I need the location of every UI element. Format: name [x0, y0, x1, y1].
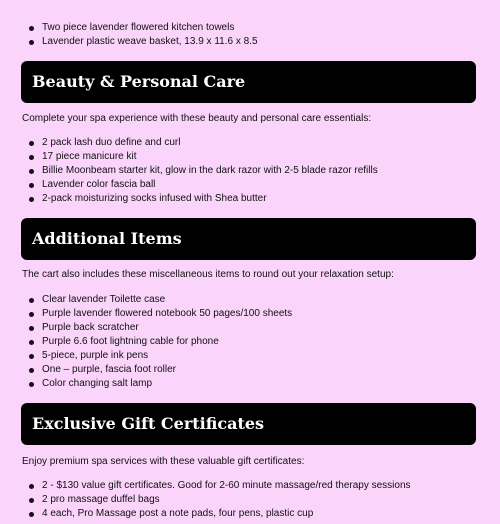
top-item-list [0, 21, 258, 49]
section-heading-exclusive-gift-certificates: Exclusive Gift Certificates [21, 403, 476, 445]
list-item: Billie Moonbeam starter kit, glow in the dark razor with 2-5 blade razor refills [0, 164, 378, 178]
list-item: One – purple, fascia foot roller [0, 363, 292, 377]
list-item: Color changing salt lamp [0, 377, 292, 391]
list-item: Purple back scratcher [0, 321, 292, 335]
section-heading-beauty-personal-care: Beauty & Personal Care [21, 61, 476, 103]
list-item: 2 pack lash duo define and curl [0, 136, 378, 150]
section-intro: Enjoy premium spa services with these valuable gift certificates: [22, 456, 305, 467]
additional-item-list [0, 293, 292, 391]
section-heading-additional-items: Additional Items [21, 218, 476, 260]
list-item: Lavender plastic weave basket, 13.9 x 11.6 x 8.5 [0, 35, 258, 49]
list-item: Two piece lavender flowered kitchen towels [0, 21, 258, 35]
list-item: Lavender color fascia ball [0, 178, 378, 192]
list-item: 2 - $130 value gift certificates. Good for 2-60 minute massage/red therapy sessions [0, 479, 411, 493]
list-item: Purple lavender flowered notebook 50 pages/100 sheets [0, 307, 292, 321]
list-item: Purple 6.6 foot lightning cable for phone [0, 335, 292, 349]
section-intro: The cart also includes these miscellaneous items to round out your relaxation setup: [22, 269, 394, 280]
gift-certificate-list [0, 479, 411, 521]
list-item: 5-piece, purple ink pens [0, 349, 292, 363]
list-item: 2-pack moisturizing socks infused with Shea butter [0, 192, 378, 206]
list-item: 17 piece manicure kit [0, 150, 378, 164]
list-item: Clear lavender Toilette case [0, 293, 292, 307]
list-item: 4 each, Pro Massage post a note pads, four pens, plastic cup [0, 507, 411, 521]
list-item: 2 pro massage duffel bags [0, 493, 411, 507]
section-intro: Complete your spa experience with these beauty and personal care essentials: [22, 113, 372, 124]
beauty-item-list [0, 136, 378, 206]
